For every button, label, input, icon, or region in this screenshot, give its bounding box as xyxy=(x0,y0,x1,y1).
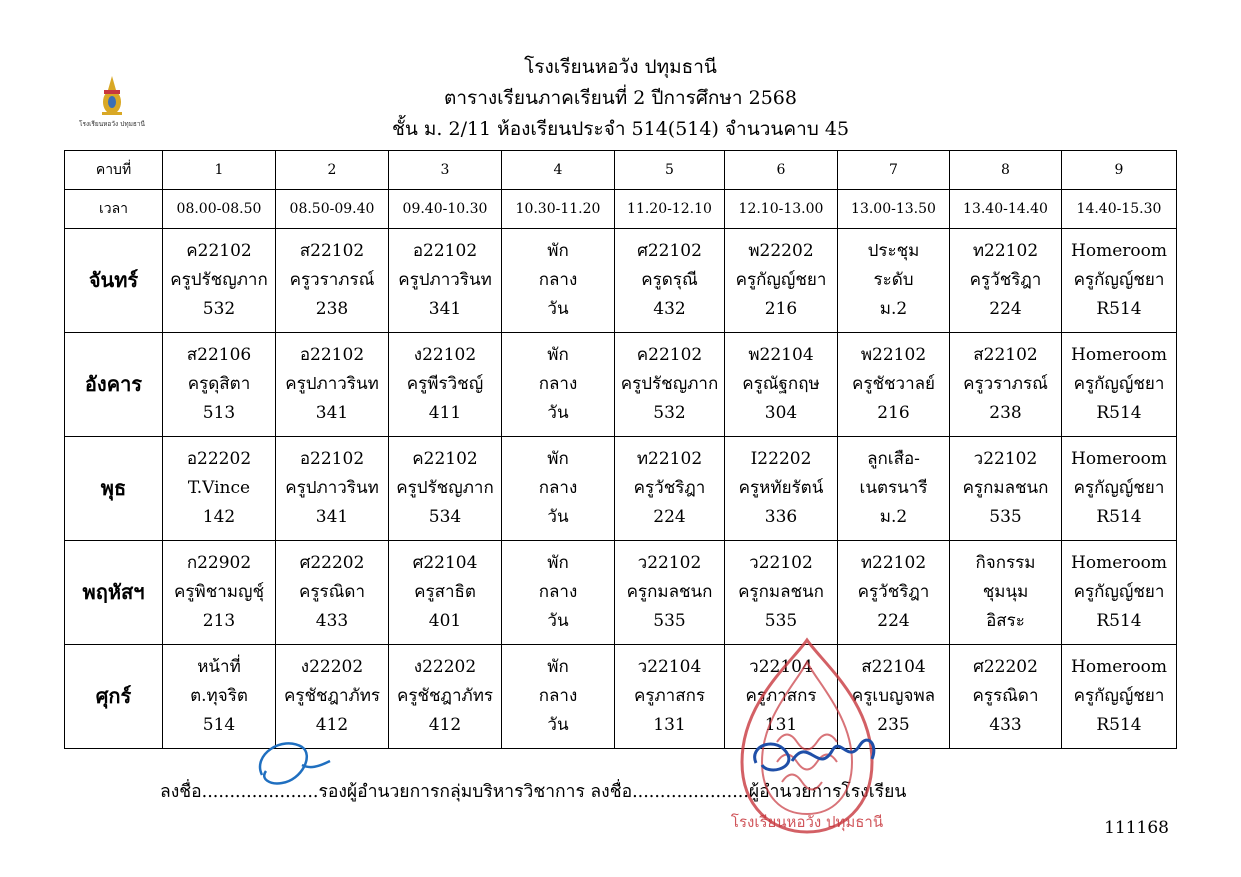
schedule-cell xyxy=(502,229,615,333)
day-row xyxy=(65,541,1177,645)
cell-line: ครูหทัยรัตน์ xyxy=(738,478,824,498)
cell-line: R514 xyxy=(1096,507,1142,527)
cell-line: 341 xyxy=(428,299,462,319)
day-name: จันทร์ xyxy=(65,229,163,333)
cell-line: ครูปรัชญภาก xyxy=(620,374,719,394)
cell-line: วัน xyxy=(547,611,569,631)
cell-line: วัน xyxy=(547,507,569,527)
schedule-cell xyxy=(615,333,725,437)
cell-line: 534 xyxy=(428,507,462,527)
cell-line: ครูสาธิต xyxy=(414,582,476,602)
schedule-cell xyxy=(615,645,725,749)
cell-line: Homeroom xyxy=(1071,657,1167,677)
period-time: 13.00-13.50 xyxy=(838,190,950,229)
schedule-cell xyxy=(502,437,615,541)
cell-line: ครูณัฐกฤษ xyxy=(742,374,820,394)
cell-line: 238 xyxy=(989,403,1022,423)
cell-line: พัก xyxy=(547,657,569,677)
period-row xyxy=(65,151,1177,190)
cell-line: พ22202 xyxy=(748,241,814,261)
schedule-cell xyxy=(389,541,502,645)
cell-line: R514 xyxy=(1096,715,1142,735)
logo-caption: โรงเรียนหอวัง ปทุมธานี xyxy=(79,120,145,128)
cell-line: ค22102 xyxy=(412,449,478,469)
cell-line: ครูวราภรณ์ xyxy=(963,374,1048,394)
cell-line: ครูกัญญ์ชยา xyxy=(1073,686,1165,706)
cell-line: 535 xyxy=(989,507,1022,527)
schedule-cell xyxy=(838,333,950,437)
time-label: เวลา xyxy=(65,190,163,229)
cell-line: ส22104 xyxy=(861,657,926,677)
cell-line: 142 xyxy=(202,507,236,527)
cell-line: ส22102 xyxy=(299,241,365,261)
cell-line: ครูกัญญ์ชยา xyxy=(1073,374,1165,394)
cell-line: ครูภาสกร xyxy=(633,686,706,706)
schedule-cell xyxy=(1062,541,1177,645)
cell-line: ครูปรัชญภาก xyxy=(396,478,494,498)
period-time: 12.10-13.00 xyxy=(725,190,838,229)
cell-line: ว22102 xyxy=(749,553,813,573)
cell-line: ก22902 xyxy=(186,553,252,573)
cell-line: 401 xyxy=(428,611,462,631)
cell-line: 336 xyxy=(764,507,798,527)
schedule-cell xyxy=(276,333,389,437)
cell-line: 224 xyxy=(653,507,686,527)
cell-line: ครูชัชวาลย์ xyxy=(851,374,936,394)
schedule-cell xyxy=(389,333,502,437)
cell-line: กลาง xyxy=(538,582,578,602)
cell-line: Homeroom xyxy=(1071,553,1167,573)
cell-line: ครูกมลชนก xyxy=(962,478,1049,498)
schedule-cell xyxy=(389,229,502,333)
cell-line: พัก xyxy=(547,241,569,261)
schedule-cell xyxy=(615,541,725,645)
cell-line: ครูรณิดา xyxy=(972,686,1039,706)
cell-line: 513 xyxy=(202,403,236,423)
schedule-cell xyxy=(950,333,1062,437)
cell-line: R514 xyxy=(1096,611,1142,631)
cell-line: 535 xyxy=(653,611,686,631)
cell-line: 238 xyxy=(315,299,349,319)
schedule-cell xyxy=(502,645,615,749)
cell-line: ครูดุสิตา xyxy=(187,374,251,394)
cell-line: ง22202 xyxy=(413,657,477,677)
cell-line: ว22104 xyxy=(749,657,813,677)
period-time: 14.40-15.30 xyxy=(1062,190,1177,229)
director-signature xyxy=(748,725,888,785)
period-number: 7 xyxy=(838,151,950,190)
schedule-cell xyxy=(163,645,276,749)
cell-line: Homeroom xyxy=(1071,449,1167,469)
period-number: 4 xyxy=(502,151,615,190)
schedule-cell xyxy=(1062,333,1177,437)
cell-line: ค22102 xyxy=(636,345,703,365)
class-info: ชั้น ม. 2/11 ห้องเรียนประจำ 514(514) จำนวนคาบ 45 xyxy=(391,118,850,140)
cell-line: กลาง xyxy=(538,686,578,706)
schedule-cell xyxy=(725,541,838,645)
cell-line: ระดับ xyxy=(873,270,914,290)
document-header xyxy=(0,52,1241,145)
cell-line: 341 xyxy=(315,507,349,527)
deputy-signature xyxy=(252,735,342,795)
schedule-cell xyxy=(725,229,838,333)
cell-line: 535 xyxy=(764,611,798,631)
cell-line: ลูกเสือ- xyxy=(867,449,920,469)
cell-line: 213 xyxy=(202,611,236,631)
cell-line: R514 xyxy=(1096,299,1142,319)
day-row xyxy=(65,437,1177,541)
cell-line: อ22202 xyxy=(186,449,252,469)
signature-line: ลงชื่อ.....................รองผู้อำนวยการกลุ่มบริหารวิชาการ ลงชื่อ.....................ผู้อำนวยการโรงเรียน xyxy=(160,782,907,802)
schedule-cell xyxy=(276,437,389,541)
cell-line: ครูเบญจพล xyxy=(851,686,936,706)
cell-line: พัก xyxy=(547,553,569,573)
cell-line: ครูกัญญ์ชยา xyxy=(1073,478,1165,498)
cell-line: ครูกัญญ์ชยา xyxy=(735,270,827,290)
cell-line: 412 xyxy=(315,715,349,735)
cell-line: ค22102 xyxy=(186,241,252,261)
cell-line: กลาง xyxy=(538,270,578,290)
schedule-cell xyxy=(1062,437,1177,541)
schedule-cell xyxy=(838,229,950,333)
cell-line: 412 xyxy=(428,715,462,735)
cell-line: วัน xyxy=(547,299,569,319)
cell-line: เนตรนารี xyxy=(859,478,928,498)
schedule-cell xyxy=(163,541,276,645)
cell-line: Homeroom xyxy=(1071,345,1167,365)
day-name: พุธ xyxy=(65,437,163,541)
cell-line: ครูวราภรณ์ xyxy=(289,270,375,290)
schedule-cell xyxy=(163,229,276,333)
day-row xyxy=(65,229,1177,333)
seal-text: โรงเรียนหอวัง ปทุมธานี xyxy=(730,813,884,831)
cell-line: พ22104 xyxy=(748,345,814,365)
cell-line: 216 xyxy=(877,403,910,423)
cell-line: 304 xyxy=(764,403,798,423)
cell-line: ชุมนุม xyxy=(982,582,1029,602)
schedule-cell xyxy=(950,541,1062,645)
cell-line: พัก xyxy=(547,449,569,469)
cell-line: ท22102 xyxy=(860,553,927,573)
cell-line: I22202 xyxy=(750,449,812,469)
schedule-cell xyxy=(163,437,276,541)
schedule-cell xyxy=(725,437,838,541)
cell-line: อ22102 xyxy=(412,241,478,261)
cell-line: 433 xyxy=(315,611,349,631)
cell-line: 411 xyxy=(428,403,462,423)
cell-line: ครูปภาวรินท xyxy=(285,478,379,498)
period-number: 3 xyxy=(389,151,502,190)
cell-line: 514 xyxy=(202,715,236,735)
cell-line: วัน xyxy=(547,403,569,423)
cell-line: ครูรณิดา xyxy=(299,582,365,602)
period-time: 08.00-08.50 xyxy=(163,190,276,229)
cell-line: อิสระ xyxy=(986,611,1025,631)
timetable xyxy=(64,150,1177,749)
period-time: 13.40-14.40 xyxy=(950,190,1062,229)
schedule-cell xyxy=(838,541,950,645)
cell-line: ว22102 xyxy=(973,449,1038,469)
period-number: 5 xyxy=(615,151,725,190)
cell-line: 532 xyxy=(202,299,236,319)
cell-line: ครูกัญญ์ชยา xyxy=(1073,582,1165,602)
period-number: 6 xyxy=(725,151,838,190)
period-label: คาบที่ xyxy=(65,151,163,190)
cell-line: 131 xyxy=(653,715,686,735)
cell-line: ต.ทุจริต xyxy=(190,686,248,706)
cell-line: 433 xyxy=(989,715,1022,735)
schedule-cell xyxy=(725,333,838,437)
cell-line: ครูวัชริฎา xyxy=(633,478,706,498)
cell-line: กลาง xyxy=(538,374,578,394)
school-name: โรงเรียนหอวัง ปทุมธานี xyxy=(524,56,717,78)
schedule-cell xyxy=(615,437,725,541)
cell-line: 224 xyxy=(989,299,1022,319)
cell-line: ประชุม xyxy=(867,241,920,261)
cell-line: ส22102 xyxy=(973,345,1038,365)
time-row xyxy=(65,190,1177,229)
cell-line: ท22102 xyxy=(972,241,1039,261)
period-number: 2 xyxy=(276,151,389,190)
cell-line: หน้าที่ xyxy=(197,657,241,677)
cell-line: ครูกมลชนก xyxy=(626,582,713,602)
cell-line: พ22102 xyxy=(860,345,927,365)
cell-line: 216 xyxy=(764,299,798,319)
cell-line: ว22104 xyxy=(637,657,702,677)
period-number: 8 xyxy=(950,151,1062,190)
day-row xyxy=(65,645,1177,749)
schedule-cell xyxy=(838,437,950,541)
cell-line: R514 xyxy=(1096,403,1142,423)
schedule-cell xyxy=(276,645,389,749)
cell-line: ครูพีรวิชญ์ xyxy=(406,374,484,394)
cell-line: ครูภาสกร xyxy=(745,686,817,706)
cell-line: อ22102 xyxy=(299,345,365,365)
schedule-cell xyxy=(950,645,1062,749)
schedule-cell xyxy=(163,333,276,437)
cell-line: T.Vince xyxy=(187,478,251,498)
period-time: 08.50-09.40 xyxy=(276,190,389,229)
cell-line: 432 xyxy=(653,299,686,319)
term-title: ตารางเรียนภาคเรียนที่ 2 ปีการศึกษา 2568 xyxy=(444,87,797,109)
day-name: อังคาร xyxy=(65,333,163,437)
period-number: 1 xyxy=(163,151,276,190)
schedule-cell xyxy=(950,229,1062,333)
day-name: พฤหัสฯ xyxy=(65,541,163,645)
cell-line: ว22102 xyxy=(637,553,702,573)
cell-line: ครูปภาวรินท xyxy=(398,270,492,290)
schedule-cell xyxy=(389,645,502,749)
cell-line: 235 xyxy=(877,715,910,735)
cell-line: ท22102 xyxy=(636,449,703,469)
cell-line: ง22102 xyxy=(413,345,477,365)
cell-line: ครูกมลชนก xyxy=(738,582,824,602)
schedule-cell xyxy=(502,333,615,437)
cell-line: ศ22202 xyxy=(973,657,1038,677)
schedule-cell xyxy=(615,229,725,333)
cell-line: ครูกัญญ์ชยา xyxy=(1073,270,1165,290)
schedule-cell xyxy=(502,541,615,645)
cell-line: 224 xyxy=(877,611,910,631)
cell-line: วัน xyxy=(547,715,569,735)
period-time: 10.30-11.20 xyxy=(502,190,615,229)
cell-line: กิจกรรม xyxy=(975,553,1036,573)
cell-line: ครูปรัชญภาก xyxy=(170,270,268,290)
cell-line: ง22202 xyxy=(300,657,364,677)
schedule-cell xyxy=(950,437,1062,541)
cell-line: ครูชัชฎาภัทร xyxy=(283,686,381,706)
cell-line: ครูวัชริฎา xyxy=(857,582,930,602)
period-number: 9 xyxy=(1062,151,1177,190)
cell-line: ครูปภาวรินท xyxy=(285,374,379,394)
schedule-cell xyxy=(1062,229,1177,333)
cell-line: ครูดรุณี xyxy=(641,270,698,290)
period-time: 09.40-10.30 xyxy=(389,190,502,229)
cell-line: 341 xyxy=(315,403,349,423)
day-row xyxy=(65,333,1177,437)
cell-line: ม.2 xyxy=(879,299,908,319)
cell-line: กลาง xyxy=(538,478,578,498)
schedule-cell xyxy=(276,541,389,645)
cell-line: อ22102 xyxy=(299,449,365,469)
schedule-cell xyxy=(1062,645,1177,749)
document-code: 111168 xyxy=(1104,818,1169,838)
cell-line: ศ22104 xyxy=(412,553,478,573)
cell-line: Homeroom xyxy=(1071,241,1167,261)
cell-line: พัก xyxy=(547,345,569,365)
cell-line: 131 xyxy=(764,715,798,735)
period-time: 11.20-12.10 xyxy=(615,190,725,229)
schedule-cell xyxy=(389,437,502,541)
cell-line: ส22106 xyxy=(186,345,252,365)
cell-line: ม.2 xyxy=(879,507,908,527)
day-name: ศุกร์ xyxy=(65,645,163,749)
schedule-cell xyxy=(276,229,389,333)
cell-line: ครูชัชฎาภัทร xyxy=(396,686,494,706)
cell-line: 532 xyxy=(653,403,686,423)
cell-line: ศ22202 xyxy=(299,553,365,573)
cell-line: ครูพิชามญชุ์ xyxy=(173,582,265,602)
cell-line: ครูวัชริฎา xyxy=(969,270,1042,290)
cell-line: ศ22102 xyxy=(637,241,702,261)
